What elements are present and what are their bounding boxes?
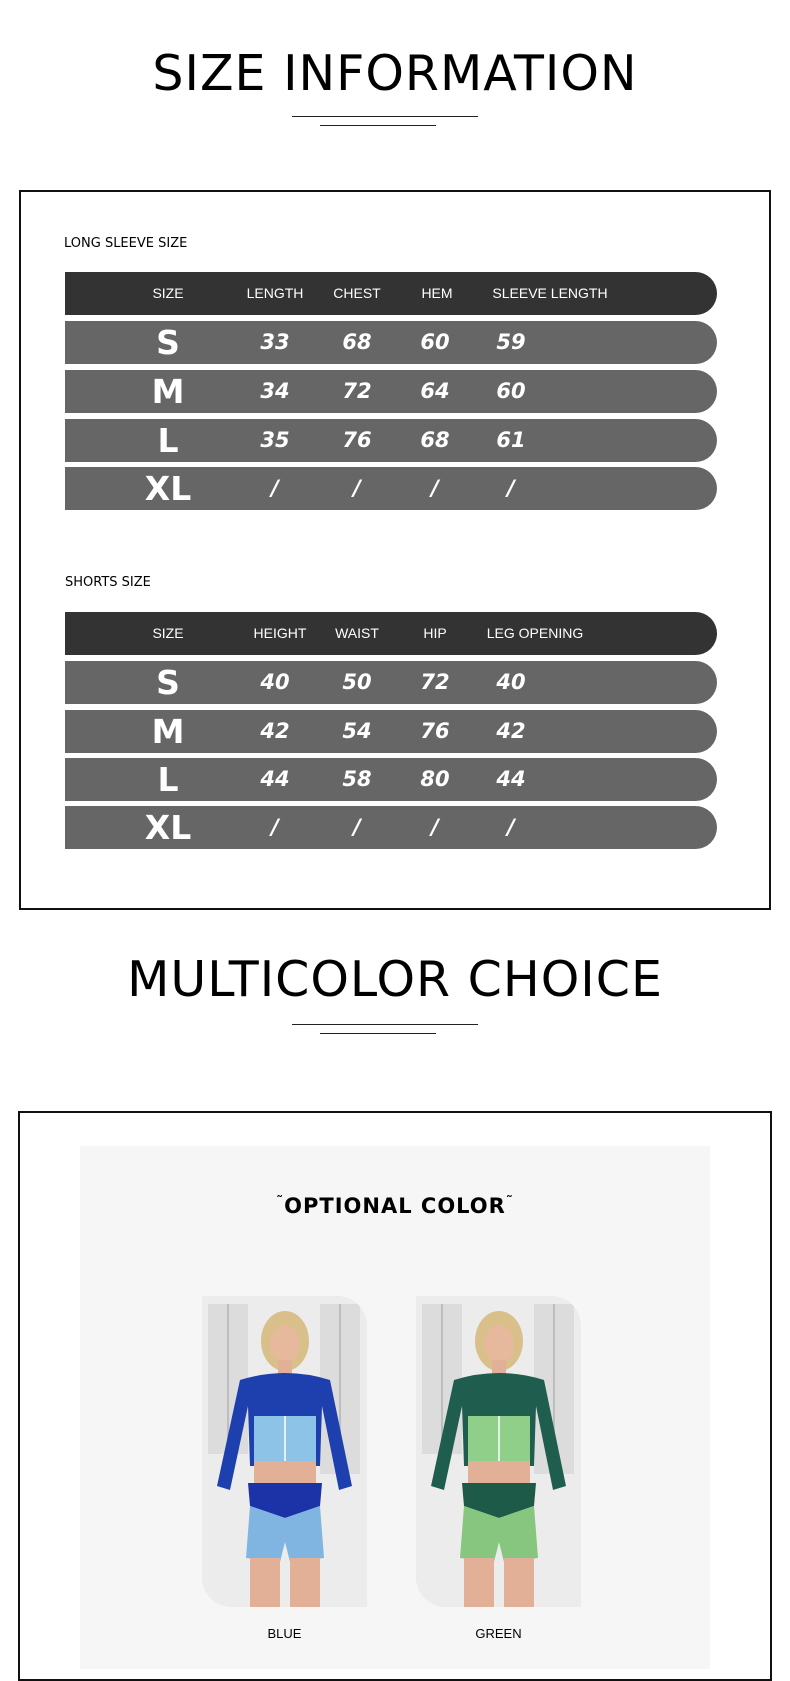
shorts-row-s xyxy=(65,661,717,704)
title-accent-right: ˜ xyxy=(505,1194,514,1210)
waist-value: 58 xyxy=(342,767,372,791)
size-value: S xyxy=(156,663,180,702)
leg-opening-value: 42 xyxy=(496,719,526,743)
chest-value: 68 xyxy=(342,330,372,354)
column-header-leg-opening: LEG OPENING xyxy=(486,625,584,641)
long-sleeve-header-row xyxy=(65,272,717,315)
leg-opening-value: 40 xyxy=(496,670,526,694)
multicolor-choice-heading: MULTICOLOR CHOICE xyxy=(127,951,663,1008)
length-value: 34 xyxy=(260,379,290,403)
size-value: S xyxy=(156,323,180,362)
column-header-length: LENGTH xyxy=(246,285,304,301)
model-green-image xyxy=(416,1296,581,1607)
optional-color-title: ˜OPTIONAL COLOR˜ xyxy=(276,1194,514,1218)
hem-value: / xyxy=(431,476,439,500)
length-value: 33 xyxy=(260,330,290,354)
hip-value: 76 xyxy=(420,719,450,743)
sleeve-length-value: / xyxy=(507,476,515,500)
color-option-green-photo[interactable] xyxy=(416,1296,581,1607)
heading-rule-long xyxy=(292,1024,478,1025)
size-value: L xyxy=(157,421,179,460)
waist-value: 50 xyxy=(342,670,372,694)
long-sleeve-size-title: LONG SLEEVE SIZE xyxy=(64,236,188,251)
shorts-size-title: SHORTS SIZE xyxy=(65,575,151,590)
column-header-height: HEIGHT xyxy=(253,625,307,641)
chest-value: / xyxy=(353,476,361,500)
column-header-sleeve-length: SLEEVE LENGTH xyxy=(492,285,608,301)
title-accent-left: ˜ xyxy=(276,1194,285,1210)
shorts-row-m xyxy=(65,710,717,753)
size-value: M xyxy=(151,372,185,411)
long-sleeve-row-xl xyxy=(65,467,717,510)
height-value: 42 xyxy=(260,719,290,743)
shorts-row-l xyxy=(65,758,717,801)
optional-color-panel xyxy=(80,1146,710,1669)
long-sleeve-row-m xyxy=(65,370,717,413)
column-header-size: SIZE xyxy=(152,625,184,641)
hip-value: 72 xyxy=(420,670,450,694)
column-header-waist: WAIST xyxy=(335,625,379,641)
size-value: M xyxy=(151,712,185,751)
sleeve-length-value: 61 xyxy=(496,428,526,452)
long-sleeve-row-s xyxy=(65,321,717,364)
model-blue-image xyxy=(202,1296,367,1607)
leg-opening-value: / xyxy=(507,815,515,839)
size-value: XL xyxy=(144,469,192,508)
column-header-hem: HEM xyxy=(421,285,453,301)
heading-rule-short xyxy=(320,1033,436,1034)
shorts-row-xl xyxy=(65,806,717,849)
size-value: L xyxy=(157,760,179,799)
size-information-heading: SIZE INFORMATION xyxy=(152,45,638,102)
hem-value: 64 xyxy=(420,379,450,403)
color-option-blue-label: BLUE xyxy=(267,1626,302,1641)
long-sleeve-row-l xyxy=(65,419,717,462)
column-header-size: SIZE xyxy=(152,285,184,301)
hip-value: 80 xyxy=(420,767,450,791)
column-header-chest: CHEST xyxy=(333,285,381,301)
shorts-header-row xyxy=(65,612,717,655)
leg-opening-value: 44 xyxy=(496,767,526,791)
hem-value: 60 xyxy=(420,330,450,354)
hem-value: 68 xyxy=(420,428,450,452)
length-value: / xyxy=(271,476,279,500)
height-value: 40 xyxy=(260,670,290,694)
waist-value: / xyxy=(353,815,361,839)
column-header-hip: HIP xyxy=(423,625,447,641)
sleeve-length-value: 59 xyxy=(496,330,526,354)
height-value: / xyxy=(271,815,279,839)
heading-rule-long xyxy=(292,116,478,117)
chest-value: 76 xyxy=(342,428,372,452)
waist-value: 54 xyxy=(342,719,372,743)
chest-value: 72 xyxy=(342,379,372,403)
size-value: XL xyxy=(144,808,192,847)
heading-rule-short xyxy=(320,125,436,126)
length-value: 35 xyxy=(260,428,290,452)
hip-value: / xyxy=(431,815,439,839)
sleeve-length-value: 60 xyxy=(496,379,526,403)
color-option-blue-photo[interactable] xyxy=(202,1296,367,1607)
height-value: 44 xyxy=(260,767,290,791)
color-option-green-label: GREEN xyxy=(475,1626,522,1641)
